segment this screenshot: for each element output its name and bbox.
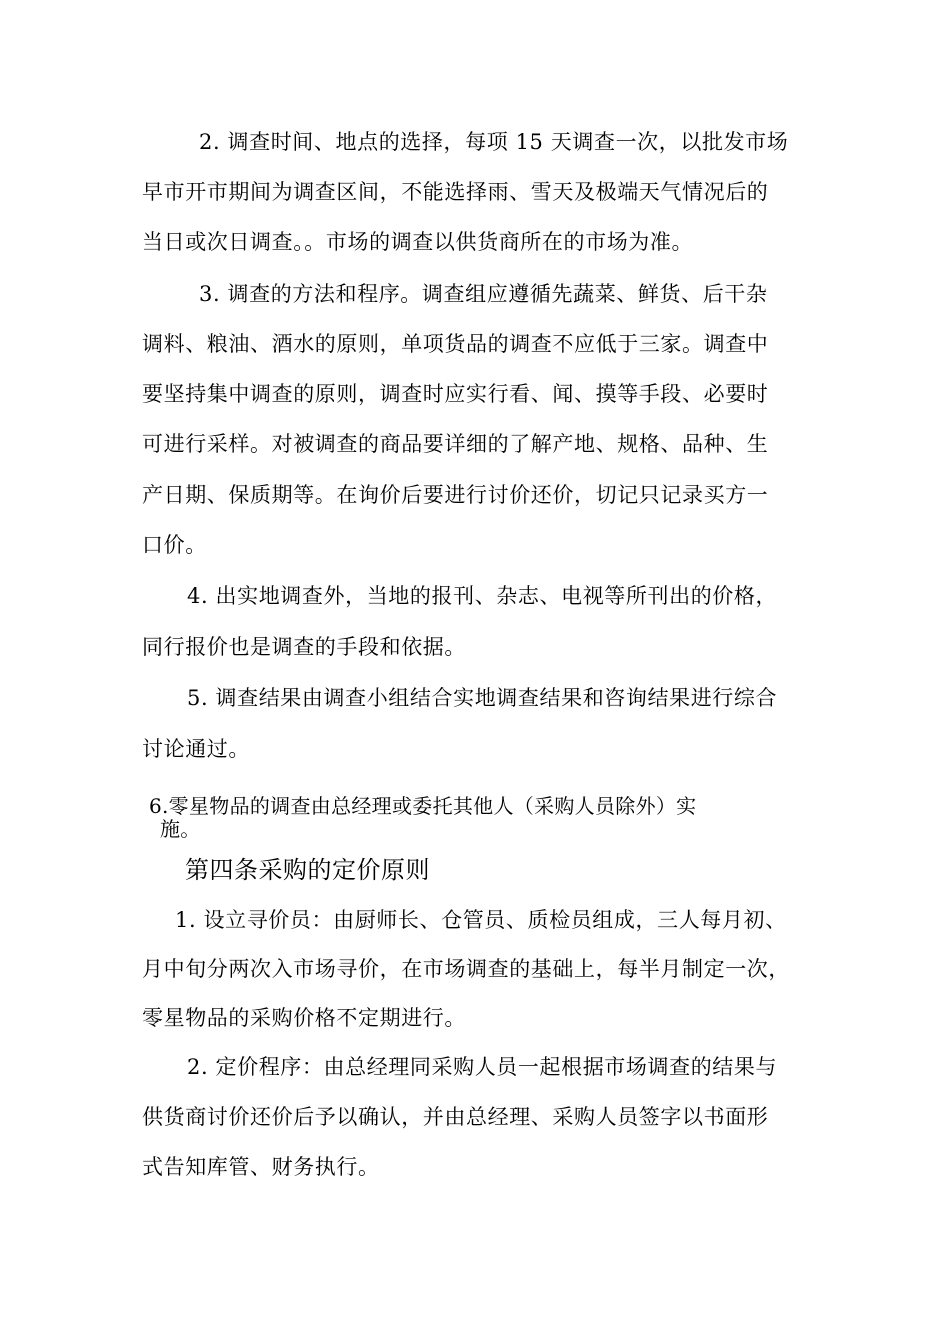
paragraph-3-line-1: 3. 调查的方法和程序。调查组应遵循先蔬菜、鲜货、后干杂 — [199, 282, 768, 306]
paragraph-3-line-5: 产日期、保质期等。在询价后要进行讨价还价，切记只记录买方一 — [142, 483, 769, 507]
paragraph-2-line-2: 早市开市期间为调查区间，不能选择雨、雪天及极端天气情况后的 — [142, 180, 769, 204]
article4-item-2-line-1: 2. 定价程序：由总经理同采购人员一起根据市场调查的结果与 — [187, 1055, 778, 1079]
article4-item-1-line-1: 1. 设立寻价员：由厨师长、仓管员、质检员组成，三人每月初、 — [175, 908, 787, 932]
paragraph-3-line-2: 调料、粮油、酒水的原则，单项货品的调查不应低于三家。调查中 — [142, 332, 769, 356]
article4-item-2-line-3: 式告知库管、财务执行。 — [142, 1155, 380, 1179]
paragraph-5-line-1: 5. 调查结果由调查小组结合实地调查结果和咨询结果进行综合 — [187, 686, 778, 710]
section-heading: 第四条采购的定价原则 — [185, 856, 430, 884]
article4-item-1-line-3: 零星物品的采购价格不定期进行。 — [142, 1006, 466, 1030]
paragraph-4-line-1: 4. 出实地调查外，当地的报刊、杂志、电视等所刊出的价格， — [187, 584, 778, 608]
paragraph-3-line-3: 要坚持集中调查的原则，调查时应实行看、闻、摸等手段、必要时 — [142, 382, 769, 406]
paragraph-3-line-4: 可进行采样。对被调查的商品要详细的了解产地、规格、品种、生 — [142, 432, 769, 456]
paragraph-4-line-2: 同行报价也是调查的手段和依据。 — [142, 635, 466, 659]
article4-item-2-line-2: 供货商讨价还价后予以确认，并由总经理、采购人员签字以书面形 — [142, 1105, 769, 1129]
paragraph-5-line-2: 讨论通过。 — [142, 737, 250, 761]
paragraph-6-line-2: 施。 — [160, 817, 201, 841]
paragraph-2-line-1: 2. 调查时间、地点的选择，每项 15 天调查一次，以批发市场 — [199, 130, 789, 154]
paragraph-3-line-6: 口价。 — [142, 533, 207, 557]
article4-item-1-line-2: 月中旬分两次入市场寻价，在市场调查的基础上，每半月制定一次， — [142, 957, 790, 981]
paragraph-6-line-1: 6.零星物品的调查由总经理或委托其他人（采购人员除外）实 — [149, 794, 697, 818]
paragraph-2-line-3: 当日或次日调查。。市场的调查以供货商所在的市场为准。 — [142, 230, 694, 254]
